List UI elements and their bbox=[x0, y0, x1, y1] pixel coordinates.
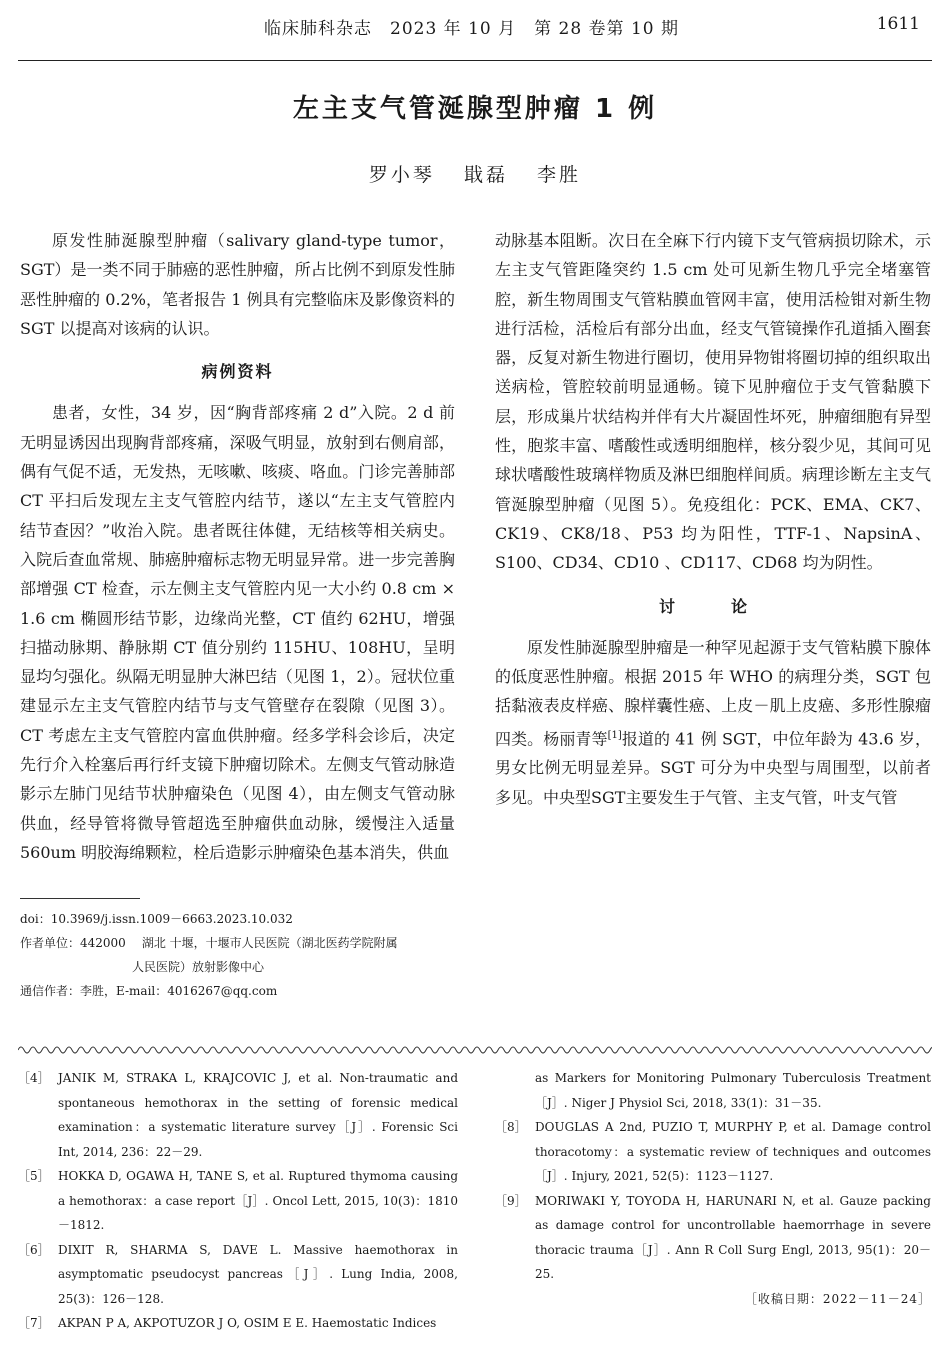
header-rule bbox=[18, 60, 932, 61]
author-name: 戢磊 bbox=[463, 164, 508, 186]
left-column bbox=[20, 226, 455, 867]
reference-text: DIXIT R, SHARMA S, DAVE L. Massive haemothorax in asymptomatic pseudocyst pancreas［J］. Lung India, 2008, 25(3)：126－128. bbox=[58, 1242, 458, 1306]
reference-text: HOKKA D, OGAWA H, TANE S, et al. Ruptured thymoma causing a hemothorax：a case report［J］. Oncol Lett, 2015, 10(3)：1810－1812. bbox=[58, 1169, 458, 1232]
received-date: ［收稿日期：2022－11－24］ bbox=[744, 1291, 931, 1306]
affiliation-label: 作者单位：442000 bbox=[20, 936, 126, 950]
references-right bbox=[495, 1066, 931, 1311]
reference-text: AKPAN P A, AKPOTUZOR J O, OSIM E E. Haemostatic Indices bbox=[58, 1316, 437, 1330]
reference-number: ［6］ bbox=[18, 1242, 50, 1257]
reference-item bbox=[495, 1189, 931, 1287]
journal-info: 临床肺科杂志 2023 年 10 月 第 28 卷第 10 期 bbox=[264, 19, 679, 39]
corresponding-author: 通信作者：李胜，E-mail：4016267@qq.com bbox=[20, 984, 278, 998]
author-name: 罗小琴 bbox=[368, 164, 435, 186]
page-number: 1611 bbox=[876, 14, 920, 34]
reference-text: MORIWAKI Y, TOYODA H, HARUNARI N, et al. Gauze packing as damage control for uncontrollable haemorrhage in severe thoracic trauma［J］. Ann R Coll Surg Engl, 2013, 95(1)：20－25. bbox=[535, 1193, 931, 1281]
case-heading: 病例资料 bbox=[201, 362, 274, 382]
reference-item bbox=[18, 1164, 458, 1238]
discussion-text-continued: 报道的 41 例 SGT，中位年龄为 43.6 岁，男女比例无明显差异。SGT 可分为中央型与周围型，以前者多见。中央型SGT主要发生于气管、主支气管，叶支气管 bbox=[495, 729, 931, 807]
reference-number: ［8］ bbox=[495, 1120, 527, 1134]
reference-number: ［5］ bbox=[18, 1169, 50, 1183]
reference-item bbox=[18, 1311, 458, 1336]
case-paragraph-continued: 动脉基本阻断。次日在全麻下行内镜下支气管病损切除术，示左主支气管距隆突约 1.5 cm 处可见新生物几乎完全堵塞管腔，新生物周围支气管粘膜血管网丰富，使用活检钳对新生物进行活检，活检后有部分出血，经支气管镜操作孔道插入圈套器，反复对新生物进行圈切，使用异物钳将圈切掉的组织取出送病检，管腔较前明显通畅。镜下见肿瘤位于支气管黏膜下层，形成巢片状结构并伴有大片凝固性坏死，肿瘤细胞有异型性，胞浆丰富、嗜酸性或透明细胞样，核分裂少见，其间可见球状嗜酸性玻璃样物质及淋巴细胞样间质。病理诊断左主支气管涎腺型肿瘤（见图 5）。免疫组化：PCK、EMA、CK7、CK19、CK8/18、P53 均为阳性，TTF-1、NapsinA、S100、CD34、CD10 、CD117、CD68 均为阴性。 bbox=[495, 231, 931, 573]
reference-text: DOUGLAS A 2nd, PUZIO T, MURPHY P, et al. Damage control thoracotomy：a systematic review of techniques and outcomes［J］. Injury, 2021, 52(5)：1123－1127. bbox=[535, 1120, 931, 1183]
author-list bbox=[0, 160, 950, 187]
section-separator bbox=[18, 1042, 932, 1058]
article-title: 左主支气管涎腺型肿瘤 1 例 bbox=[292, 94, 658, 124]
author-name: 李胜 bbox=[537, 164, 582, 186]
reference-continuation: as Markers for Monitoring Pulmonary Tuberculosis Treatment［J］. Niger J Physiol Sci, 2018, 33(1)：31－35. bbox=[535, 1071, 931, 1110]
right-column bbox=[495, 226, 931, 812]
case-paragraph: 患者，女性，34 岁，因“胸背部疼痛 2 d”入院。2 d 前无明显诱因出现胸背部疼痛，深吸气明显，放射到右侧肩部，偶有气促不适，无发热，无咳嗽、咳痰、咯血。门诊完善肺部 CT 平扫后发现左主支气管腔内结节，遂以“左主支气管腔内结节查因？”收治入院。患者既往体健，无结核等相关病史。入院后查血常规、肺癌肿瘤标志物无明显异常。进一步完善胸部增强 CT 检查，示左侧主支气管腔内见一大小约 0.8 cm × 1.6 cm 椭圆形结节影，边缘尚光整，CT 值约 62HU，增强扫描动脉期、静脉期 CT 值分别约 115HU、108HU，呈明显均匀强化。纵隔无明显肿大淋巴结（见图 1，2）。冠状位重建显示左主支气管腔内结节与支气管壁存在裂隙（见图 3）。CT 考虑左主支气管腔内富血供肿瘤。经多学科会诊后，决定先行介入栓塞后再行纤支镜下肿瘤切除术。左侧支气管动脉造影示左肺门见结节状肿瘤染色（见图 4），由左侧支气管动脉供血，经导管将微导管超选至肿瘤供血动脉，缓慢注入适量 560um 明胶海绵颗粒，栓后造影示肿瘤染色基本消失，供血 bbox=[20, 403, 455, 862]
reference-item bbox=[495, 1115, 931, 1189]
affiliation-line: 人民医院）放射影像中心 bbox=[132, 960, 265, 974]
doi[interactable]: doi：10.3969/j.issn.1009－6663.2023.10.032 bbox=[20, 912, 293, 926]
running-head bbox=[0, 14, 950, 44]
discussion-text: 原发性肺涎腺型肿瘤是一种罕见起源于支气管粘膜下腺体的低度恶性肿瘤。根据 2015 年 WHO 的病理分类，SGT 包括黏液表皮样癌、腺样囊性癌、上皮－肌上皮癌、多形性腺瘤四类。杨丽青等 bbox=[495, 637, 931, 749]
intro-paragraph: 原发性肺涎腺型肿瘤（salivary gland-type tumor，SGT）是一类不同于肺癌的恶性肿瘤，所占比例不到原发性肺恶性肿瘤的 0.2%，笔者报告 1 例具有完整临床及影像资料的 SGT 以提高对该病的认识。 bbox=[20, 231, 455, 338]
affiliation-line: 湖北 十堰，十堰市人民医院（湖北医药学院附属 bbox=[141, 936, 398, 950]
citation-marker[interactable]: [1] bbox=[607, 729, 622, 741]
reference-item bbox=[18, 1238, 458, 1312]
footnote-rule bbox=[20, 898, 140, 899]
reference-text: JANIK M, STRAKA L, KRAJCOVIC J, et al. Non-traumatic and spontaneous hemothorax in the setting of forensic medical examination：a systematic literature survey［J］. Forensic Sci Int, 2014, 236：22－29. bbox=[58, 1071, 458, 1159]
reference-number: ［9］ bbox=[495, 1193, 527, 1208]
discussion-heading: 讨 论 bbox=[658, 596, 767, 616]
reference-item bbox=[18, 1066, 458, 1164]
affiliation bbox=[20, 931, 455, 955]
references-left bbox=[18, 1066, 458, 1336]
discussion-paragraph bbox=[495, 633, 931, 812]
reference-number: ［4］ bbox=[18, 1071, 50, 1085]
reference-number: ［7］ bbox=[18, 1316, 50, 1330]
footnotes bbox=[20, 898, 455, 1003]
